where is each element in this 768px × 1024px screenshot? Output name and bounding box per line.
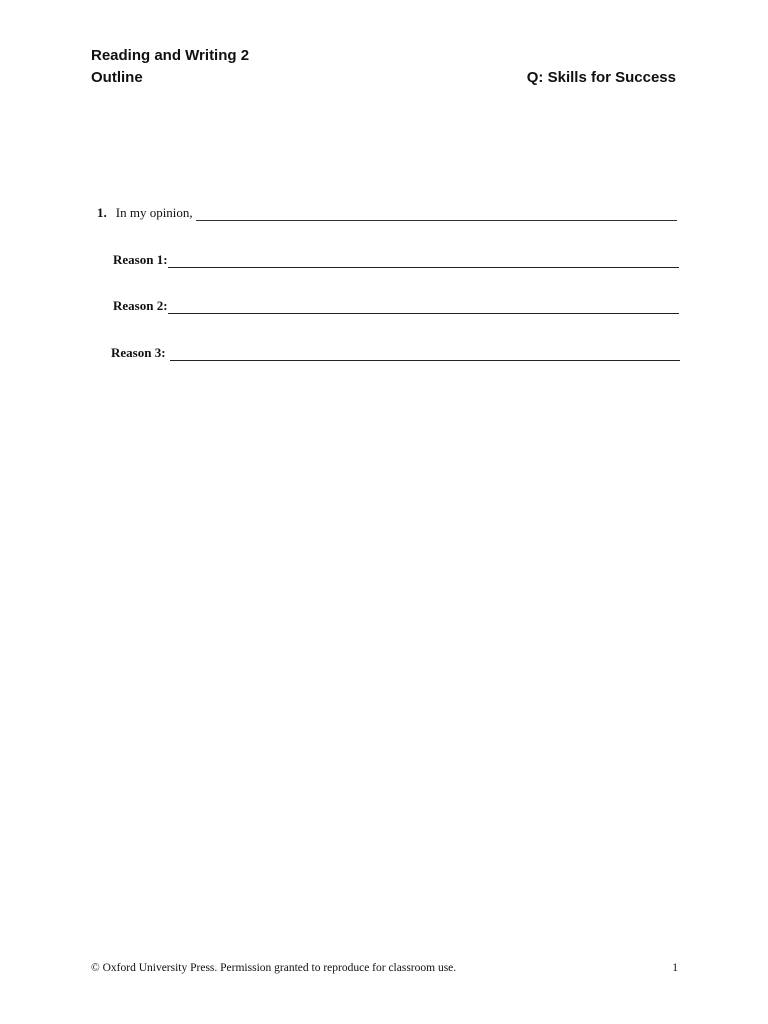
reason-3-label: Reason 3: xyxy=(111,345,166,360)
question-number: 1. xyxy=(97,205,107,220)
reason-1-blank-line[interactable] xyxy=(168,255,679,268)
opinion-blank-line[interactable] xyxy=(196,208,677,221)
book-title: Reading and Writing 2 xyxy=(91,47,250,64)
opinion-prompt: In my opinion, xyxy=(115,205,193,220)
reason-2-label: Reason 2: xyxy=(113,298,168,313)
reason-3-blank-line[interactable] xyxy=(170,348,680,361)
document-title: Outline xyxy=(91,69,143,86)
opinion-question xyxy=(97,205,677,221)
page-number: 1 xyxy=(672,962,678,974)
reason-2-row xyxy=(113,298,679,314)
series-title: Q: Skills for Success xyxy=(526,69,676,86)
reason-1-label: Reason 1: xyxy=(113,252,168,267)
reason-1-row xyxy=(113,252,679,268)
copyright-notice: © Oxford University Press. Permission granted to reproduce for classroom use. xyxy=(91,962,457,974)
reason-2-blank-line[interactable] xyxy=(168,301,679,314)
reason-3-row xyxy=(111,345,680,361)
